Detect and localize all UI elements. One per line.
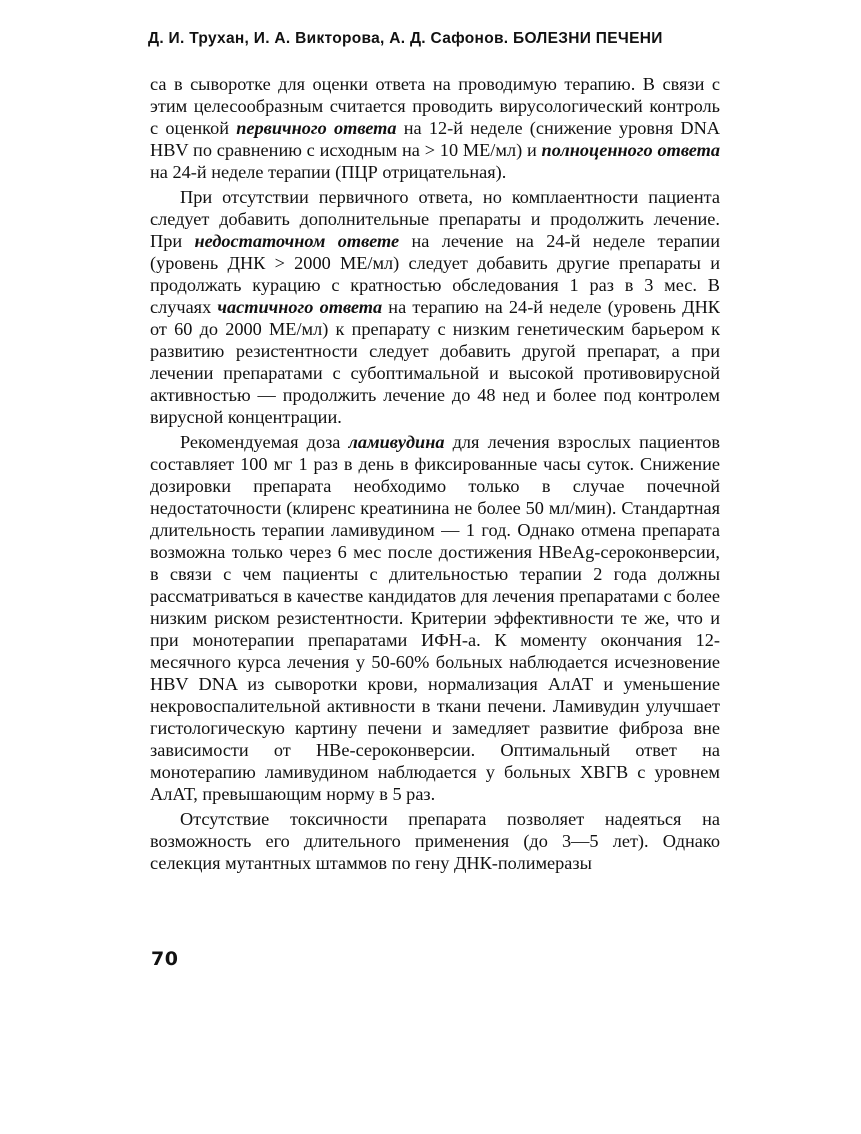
running-header: Д. И. Трухан, И. А. Викторова, А. Д. Сафонов. БОЛЕЗНИ ПЕЧЕНИ [148, 30, 663, 47]
text-segment: са в сыворотке для оценки ответа на проводимую терапию. В связи с этим целесообразным считается проводить вирусологический контроль с оценкой [150, 74, 720, 138]
page-number: 70 [151, 948, 179, 970]
emphasized-term: недостаточном ответе [194, 231, 400, 251]
text-segment: Рекомендуемая доза [180, 432, 349, 452]
text-segment: на 24-й неделе терапии (ПЦР отрицательная). [150, 162, 507, 182]
emphasized-term: ламивудина [348, 432, 445, 452]
text-segment: Отсутствие токсичности препарата позволяет надеяться на возможность его длительного применения (до 3—5 лет). Однако селекция мутантных штаммов по гену ДНК-полимеразы [150, 809, 720, 873]
emphasized-term: первичного ответа [236, 118, 397, 138]
emphasized-term: частичного ответа [217, 297, 383, 317]
text-segment: на терапию на 24-й неделе (уровень ДНК от 60 до 2000 МЕ/мл) к препарату с низким генетическим барьером к развитию резистентности следует добавить другой препарат, а при лечении препаратами с субоптимальной и высокой противовирусной активностью — продолжить лечение до 48 нед и более под контролем вирусной концентрации. [150, 297, 720, 427]
body-text [150, 73, 720, 877]
paragraph [150, 186, 720, 428]
paragraph [150, 431, 720, 805]
text-segment: на лечение на 24-й неделе терапии (уровень ДНК > 2000 МЕ/мл) следует добавить другие препараты и продолжать курацию с кратностью обследования 1 раз в 3 мес. В случаях [150, 231, 720, 317]
paragraph [150, 808, 720, 874]
text-segment: для лечения взрослых пациентов составляет 100 мг 1 раз в день в фиксированные часы суток. Снижение дозировки препарата необходимо только в случае почечной недостаточности (клиренс креатинина не более 50 мл/мин). Стандартная длительность терапии ламивудином — 1 год. Однако отмена препарата возможна только через 6 мес после достижения HBeAg-сероконверсии, в связи с чем пациенты с длительностью терапии 2 года должны рассматриваться в качестве кандидатов для лечения препаратами с более низким риском резистентности. Критерии эффективности те же, что и при монотерапии препаратами ИФН-а. К моменту окончания 12-месячного курса лечения у 50-60% больных наблюдается исчезновение HBV DNA из сыворотки крови, нормализация АлАТ и уменьшение некровоспалительной активности в ткани печени. Ламивудин улучшает гистологическую картину печени и замедляет развитие фиброза вне зависимости от HBe-сероконверсии. Оптимальный ответ на монотерапию ламивудином наблюдается у больных ХВГВ с уровнем АлАТ, превышающим норму в 5 раз. [150, 432, 721, 804]
text-segment: на 12-й неделе (снижение уровня DNA HBV по сравнению с исходным на > 10 МЕ/мл) и [150, 118, 721, 160]
text-segment: При отсутствии первичного ответа, но комплаентности пациента следует добавить дополнительные препараты и продолжить лечение. При [150, 187, 720, 251]
paragraph [150, 73, 720, 183]
emphasized-term: полноценного ответа [541, 140, 720, 160]
